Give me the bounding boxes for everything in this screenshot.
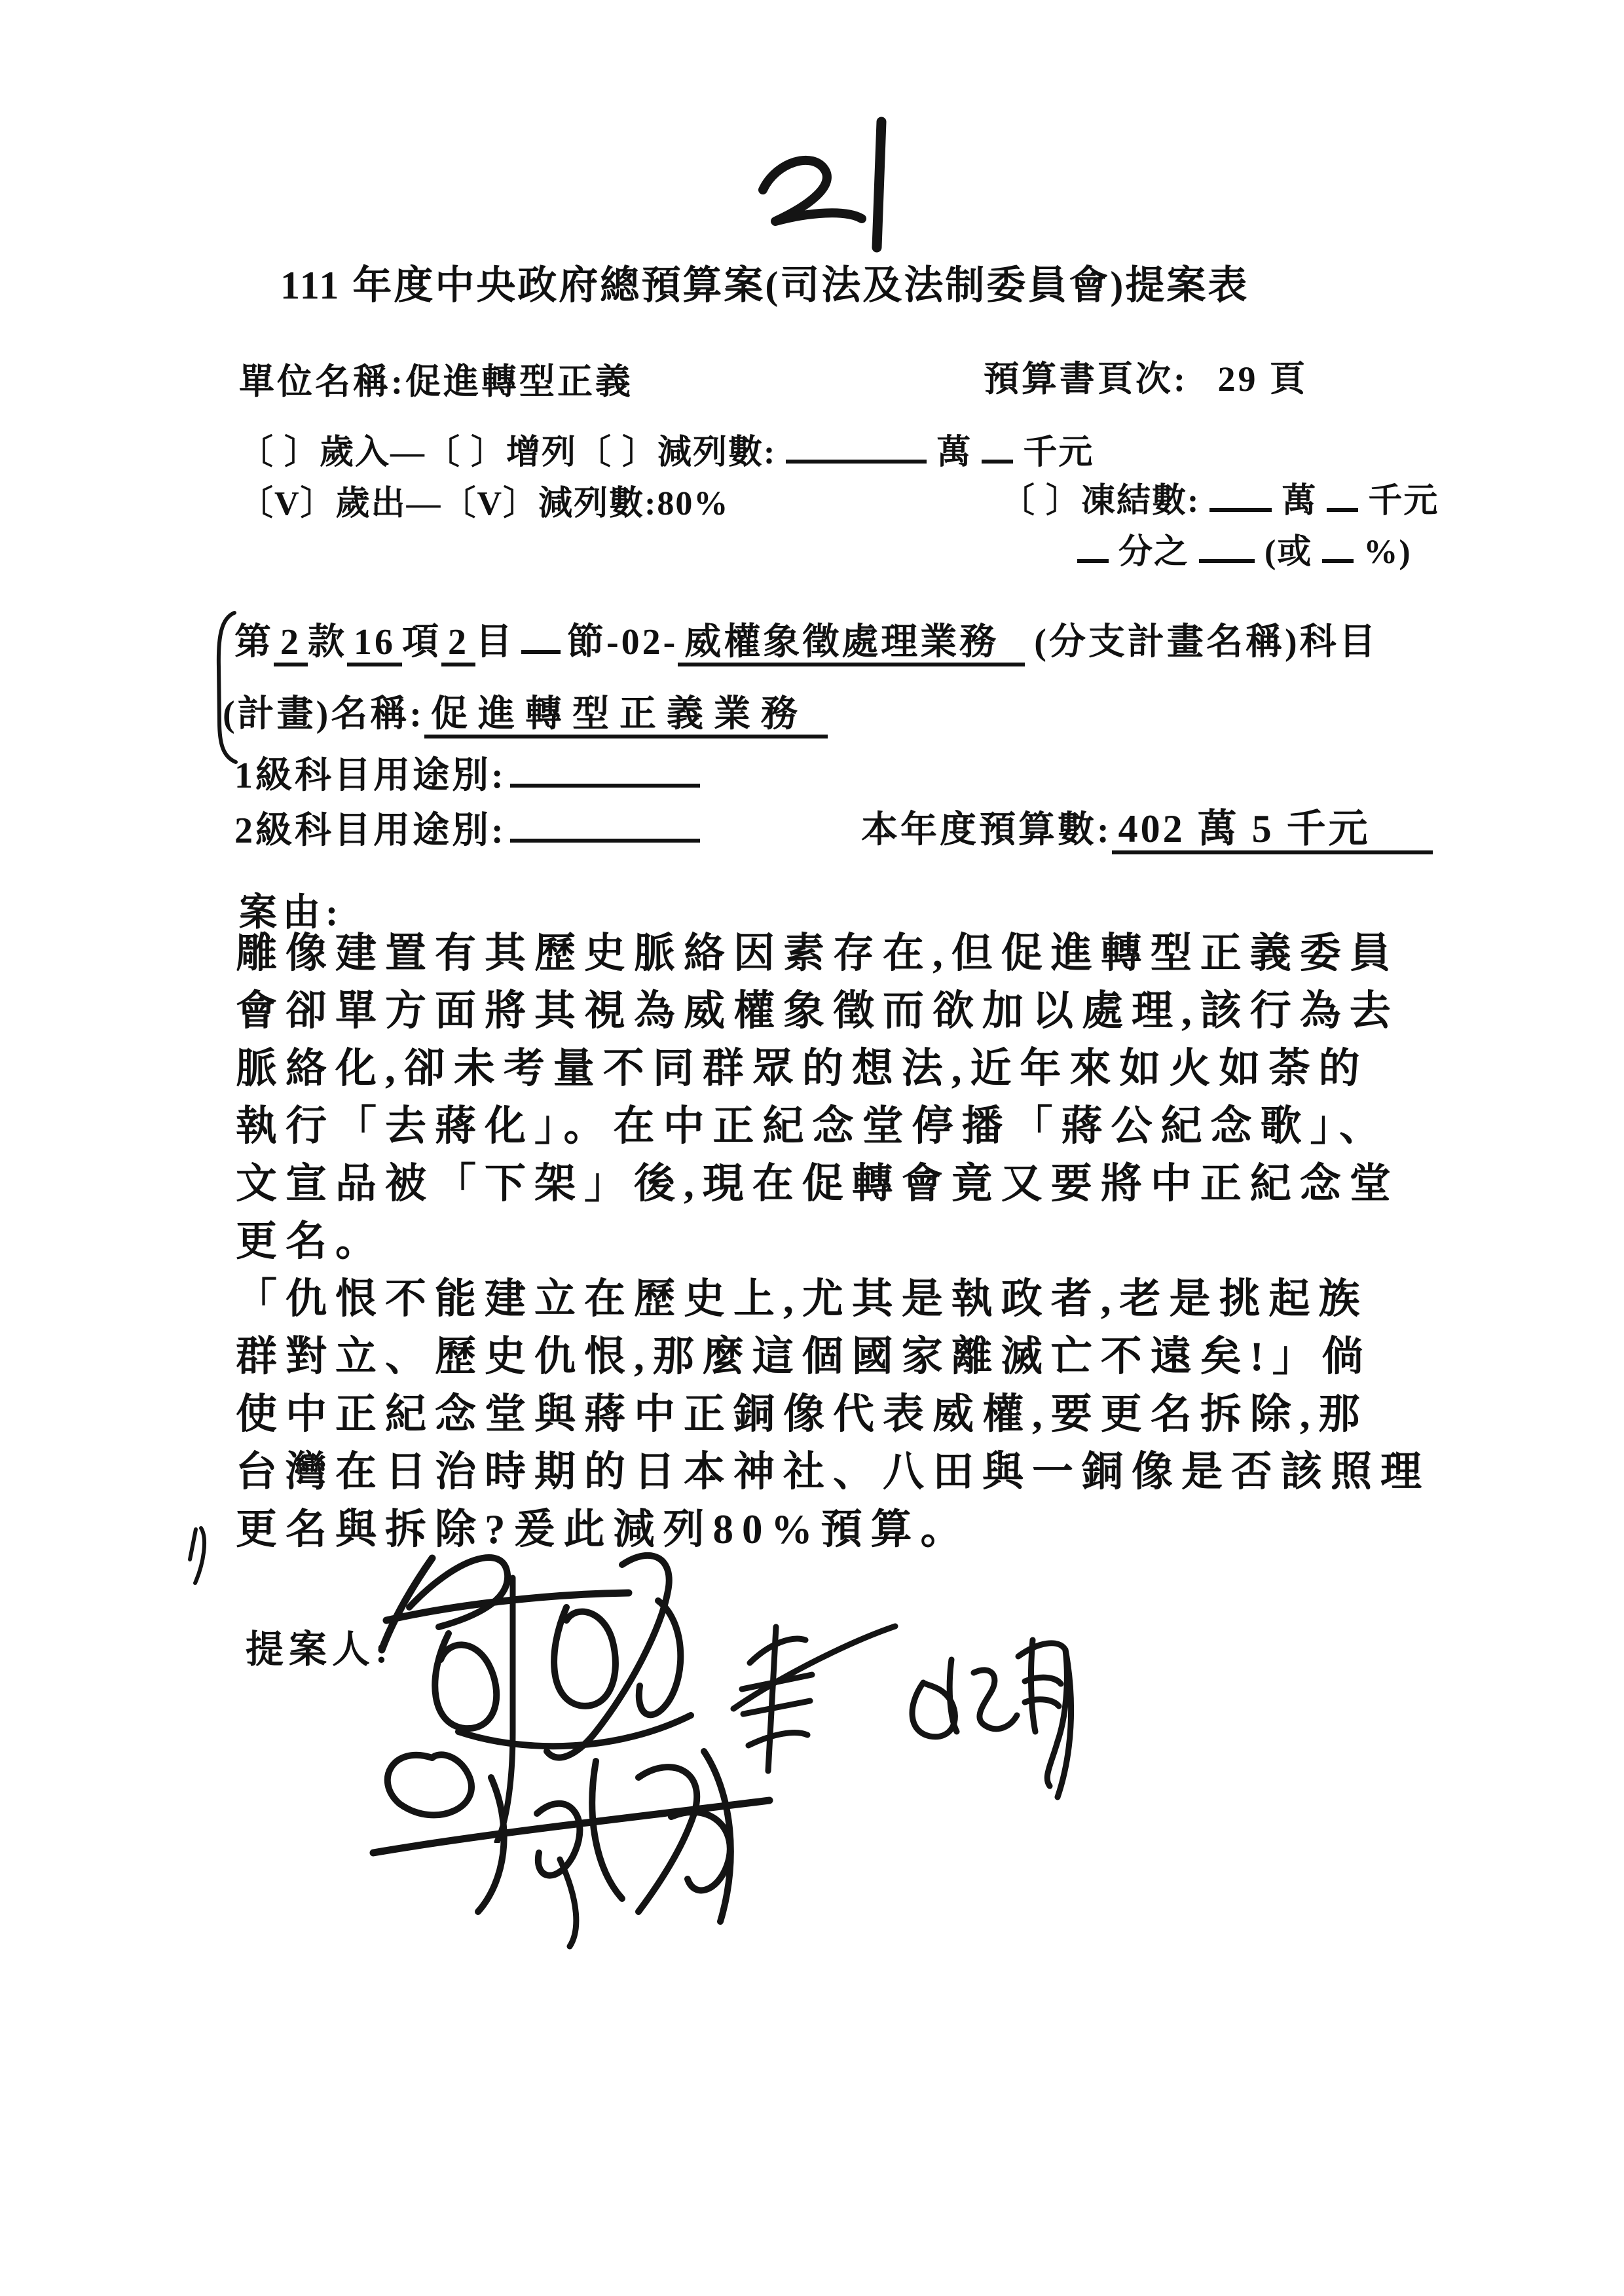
fraction-blank-3 bbox=[1322, 527, 1354, 563]
level2-line bbox=[234, 801, 700, 854]
case-line: 會卻單方面將其視為威權象徵而欲加以處理,該行為去 bbox=[236, 988, 1399, 1034]
handwritten-number-21 bbox=[747, 113, 910, 266]
case-line: 執行「去蔣化」。在中正紀念堂停播「蔣公紀念歌」、 bbox=[236, 1103, 1389, 1149]
plan-name-label: (計畫)名稱: bbox=[223, 694, 424, 735]
plan-name-value: 促進轉型正義業務 bbox=[424, 694, 828, 738]
case-line: 雕像建置有其歷史脈絡因素存在,但促進轉型正義委員 bbox=[236, 930, 1399, 976]
subject-xiang-number: 16 bbox=[347, 622, 402, 666]
case-line: 更名與拆除?爰此減列80%預算。 bbox=[236, 1506, 970, 1552]
budget-page-ref bbox=[984, 351, 1308, 401]
subject-seg-kuan: 款 bbox=[308, 622, 347, 663]
case-body bbox=[236, 924, 1430, 1558]
fraction-or: (或 bbox=[1264, 534, 1313, 571]
subject-seg-xiang: 項 bbox=[402, 622, 441, 663]
case-line: 脈絡化,卻未考量不同群眾的想法,近年來如火如荼的 bbox=[236, 1046, 1369, 1091]
subject-code-line bbox=[234, 613, 1378, 665]
freeze-amount-blank bbox=[1209, 476, 1272, 512]
annual-budget-line bbox=[861, 797, 1433, 854]
freeze-thousand-blank bbox=[1327, 476, 1358, 512]
level1-line bbox=[234, 746, 700, 799]
handwritten-margin-note-17 bbox=[185, 1524, 218, 1590]
subject-jie-value: 威權象徵處理業務 bbox=[678, 622, 1025, 666]
subject-seg-mu: 目 bbox=[475, 622, 515, 663]
annual-budget-label: 本年度預算數: bbox=[861, 810, 1112, 850]
fraction-percent: %) bbox=[1363, 534, 1412, 571]
case-line: 群對立、歷史仇恨,那麼這個國家離滅亡不遠矣!」倘 bbox=[236, 1334, 1372, 1379]
freeze-line bbox=[1001, 473, 1439, 522]
revenue-line bbox=[239, 424, 1094, 473]
unit-name-line: 單位名稱:促進轉型正義 bbox=[239, 362, 633, 401]
fraction-blank-2 bbox=[1199, 527, 1255, 563]
case-line: 更名。 bbox=[236, 1218, 385, 1264]
handwritten-signature-2 bbox=[363, 1732, 783, 1951]
level2-blank bbox=[510, 804, 700, 843]
fraction-line bbox=[1077, 524, 1412, 573]
case-line: 使中正紀念堂與蔣中正銅像代表威權,要更名拆除,那 bbox=[236, 1391, 1369, 1437]
subject-jie-prefix: 節-02- bbox=[567, 622, 678, 663]
expense-line: 〔V〕歲出—〔V〕減列數:80% bbox=[239, 485, 729, 522]
level1-blank bbox=[510, 749, 700, 788]
fraction-fenzhi: 分之 bbox=[1118, 534, 1190, 571]
subject-mu-number: 2 bbox=[441, 622, 475, 666]
level1-label: 1級科目用途別: bbox=[234, 756, 506, 796]
annual-budget-value: 402 萬 5 千元 bbox=[1112, 807, 1433, 854]
freeze-checkbox-label: 〔 〕凍結數: bbox=[1001, 483, 1200, 520]
revenue-unit-wan: 萬 bbox=[936, 434, 972, 471]
handwritten-signature-3 bbox=[730, 1617, 1084, 1813]
case-line: 台灣在日治時期的日本神社、八田與一銅像是否該照理 bbox=[236, 1449, 1430, 1495]
fraction-blank-1 bbox=[1077, 527, 1109, 563]
freeze-unit-qianyuan: 千元 bbox=[1368, 483, 1439, 520]
case-heading: 案由: bbox=[239, 891, 344, 934]
subject-kuan-number: 2 bbox=[274, 622, 308, 666]
subject-seg-di: 第 bbox=[234, 622, 274, 663]
subject-branch-label: (分支計畫名稱)科目 bbox=[1034, 622, 1378, 663]
revenue-thousand-blank bbox=[982, 428, 1013, 464]
revenue-unit-qianyuan: 千元 bbox=[1023, 434, 1094, 471]
revenue-amount-blank bbox=[786, 428, 927, 464]
subject-mu-blank bbox=[521, 615, 561, 654]
case-line: 「仇恨不能建立在歷史上,尤其是執政者,老是挑起族 bbox=[236, 1276, 1369, 1322]
proposer-label: 提案人: bbox=[246, 1628, 394, 1671]
freeze-unit-wan: 萬 bbox=[1282, 483, 1318, 520]
budget-page-ref-value: 29 頁 bbox=[1217, 359, 1308, 399]
form-title: 111 年度中央政府總預算案(司法及法制委員會)提案表 bbox=[280, 264, 1249, 307]
level2-label: 2級科目用途別: bbox=[234, 811, 506, 851]
budget-page-ref-label: 預算書頁次: bbox=[984, 359, 1188, 399]
plan-name-line bbox=[223, 685, 828, 737]
case-line: 文宣品被「下架」後,現在促轉會竟又要將中正紀念堂 bbox=[236, 1161, 1399, 1207]
revenue-checkboxes: 〔 〕歲入—〔 〕增列〔 〕減列數: bbox=[239, 434, 777, 471]
